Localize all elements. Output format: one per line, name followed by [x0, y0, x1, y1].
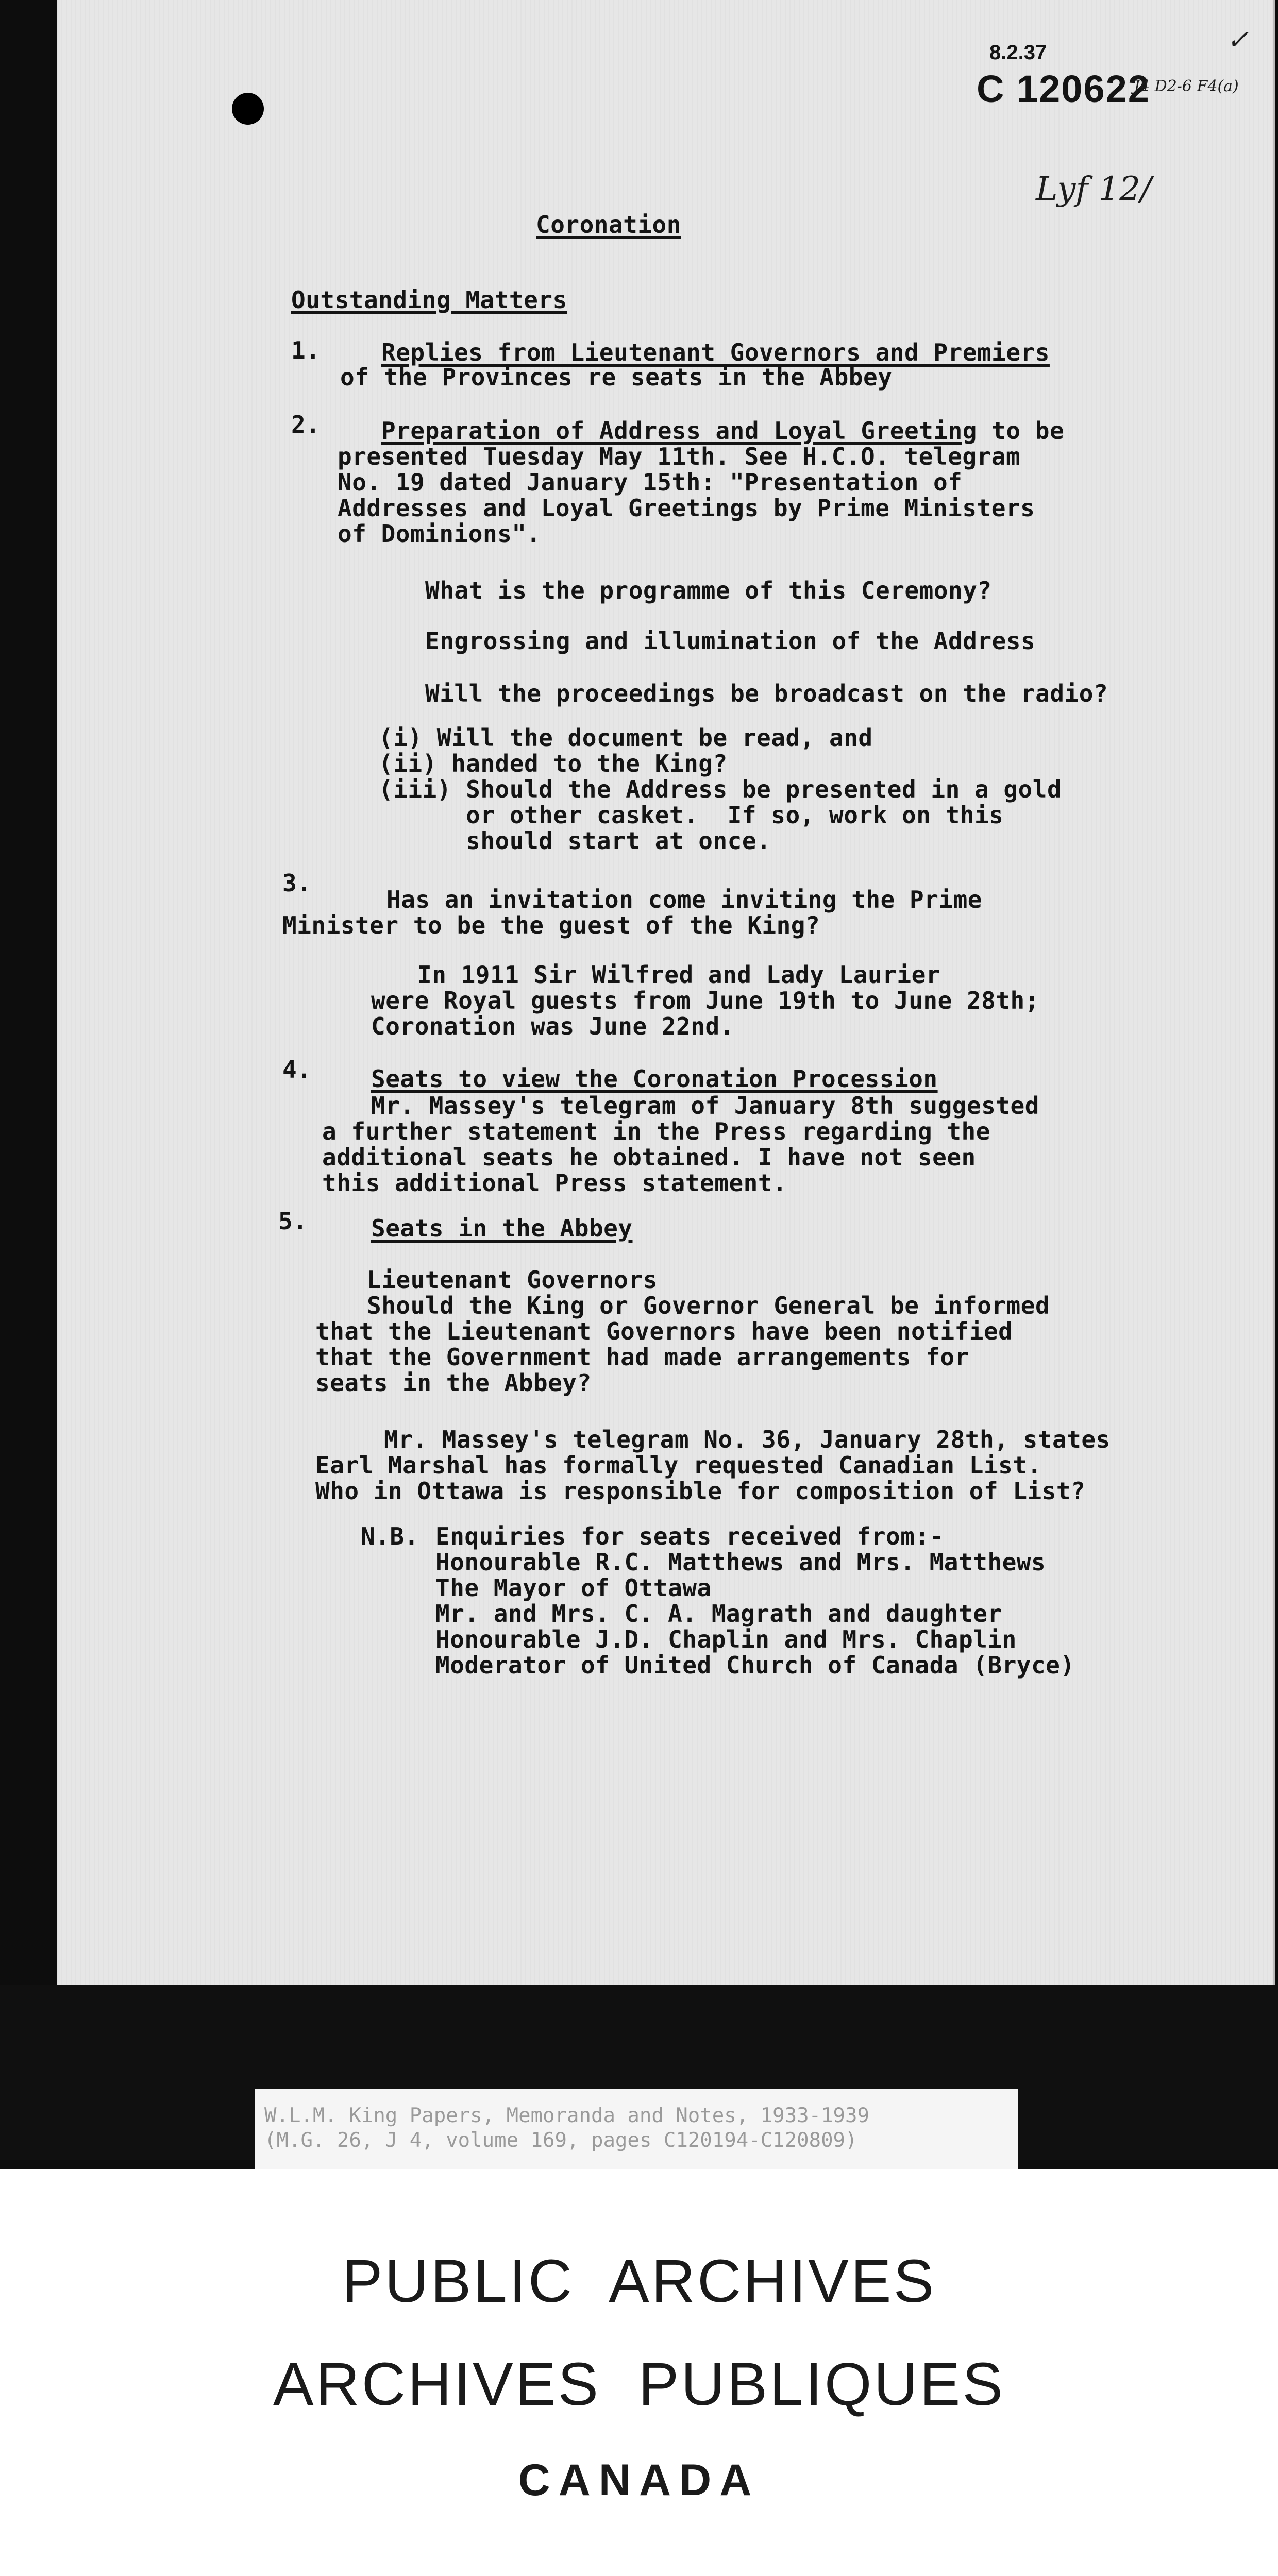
- nb-line: Honourable R.C. Matthews and Mrs. Matthews: [435, 1548, 1046, 1576]
- item-4-line: a further statement in the Press regarding the: [322, 1117, 990, 1145]
- item-2-question: Engrossing and illumination of the Address: [425, 627, 1036, 655]
- item-2-line: Addresses and Loyal Greetings by Prime Ministers: [338, 494, 1035, 522]
- date-stamp: 8.2.37: [989, 41, 1047, 64]
- item-2-line: No. 19 dated January 15th: "Presentation of: [338, 468, 963, 496]
- item-2-question: What is the programme of this Ceremony?: [425, 577, 992, 604]
- nb-line: Honourable J.D. Chaplin and Mrs. Chaplin: [435, 1625, 1017, 1653]
- item-5-paragraph-line: Mr. Massey's telegram No. 36, January 28th, states: [384, 1426, 1111, 1453]
- item-2-question: Will the proceedings be broadcast on the radio?: [425, 680, 1108, 707]
- hand-initials: Lyf 12/: [1036, 170, 1152, 208]
- nb-line: Enquiries for seats received from:-: [435, 1522, 944, 1550]
- item-5-paragraph-line: Should the King or Governor General be informed: [367, 1292, 1050, 1319]
- item-3-line: Minister to be the guest of the King?: [282, 911, 820, 939]
- nb-line: Moderator of United Church of Canada (Bryce): [435, 1651, 1075, 1679]
- item-1-number: 1.: [291, 336, 321, 364]
- archive-country: CANADA: [518, 2455, 760, 2505]
- caption-line: W.L.M. King Papers, Memoranda and Notes, 1933-1939: [264, 2104, 869, 2127]
- item-4-line: Mr. Massey's telegram of January 8th suggested: [371, 1092, 1039, 1120]
- archive-name-french: ARCHIVES PUBLIQUES: [273, 2350, 1005, 2418]
- item-2-subpoint: (iii) Should the Address be presented in a gold: [379, 775, 1062, 803]
- item-5-paragraph-line: Earl Marshal has formally requested Canadian List.: [315, 1451, 1042, 1479]
- nb-line: Mr. and Mrs. C. A. Magrath and daughter: [435, 1600, 1002, 1628]
- item-5-paragraph-line: seats in the Abbey?: [315, 1369, 592, 1397]
- item-5-paragraph-line: that the Government had made arrangements for: [315, 1343, 969, 1371]
- item-5-paragraph-line: that the Lieutenant Governors have been notified: [315, 1317, 1013, 1345]
- item-2-line: of Dominions".: [338, 520, 541, 548]
- item-3-line: Has an invitation come inviting the Prime: [386, 886, 982, 913]
- memo-title: Coronation: [536, 211, 681, 239]
- nb-line: The Mayor of Ottawa: [435, 1574, 712, 1602]
- item-4-line: additional seats he obtained. I have not seen: [322, 1143, 976, 1171]
- item-2-subpoint: (i) Will the document be read, and: [379, 724, 873, 752]
- item-5-subheading: Lieutenant Governors: [367, 1266, 658, 1294]
- hand-note-reference: J4 D2-6 F4(a): [1134, 77, 1239, 95]
- punch-hole: [232, 93, 264, 125]
- item-1-line: of the Provinces re seats in the Abbey: [340, 363, 893, 391]
- item-2-number: 2.: [291, 411, 321, 438]
- item-2-subpoint: should start at once.: [379, 827, 771, 855]
- item-2-heading: Preparation of Address and Loyal Greeting: [381, 417, 977, 445]
- item-3-number: 3.: [282, 869, 312, 897]
- memo-subtitle: Outstanding Matters: [291, 286, 567, 314]
- archive-label-card: [0, 2169, 1278, 2576]
- item-1-line: Replies from Lieutenant Governors and Premiers: [381, 338, 1050, 366]
- item-4-line: this additional Press statement.: [322, 1169, 787, 1197]
- archive-name-english: PUBLIC ARCHIVES: [342, 2247, 936, 2315]
- item-4-number: 4.: [282, 1056, 312, 1083]
- c-number-stamp: C 120622: [977, 67, 1150, 110]
- nb-label: N.B.: [361, 1522, 419, 1550]
- item-3-note: Coronation was June 22nd.: [371, 1012, 734, 1040]
- item-2-heading-tail: to be: [977, 417, 1065, 445]
- check-mark: ✓: [1226, 25, 1249, 56]
- item-5-paragraph-line: Who in Ottawa is responsible for composition of List?: [315, 1477, 1086, 1505]
- item-2-heading-line: [381, 418, 1064, 443]
- item-2-subpoint: (ii) handed to the King?: [379, 750, 728, 777]
- caption-line: (M.G. 26, J 4, volume 169, pages C120194-C120809): [264, 2129, 857, 2152]
- item-5-heading: Seats in the Abbey: [371, 1214, 633, 1242]
- item-2-line: presented Tuesday May 11th. See H.C.O. telegram: [338, 443, 1021, 470]
- item-5-number: 5.: [278, 1207, 308, 1235]
- item-3-note: In 1911 Sir Wilfred and Lady Laurier: [417, 961, 940, 989]
- item-2-subpoint: or other casket. If so, work on this: [379, 801, 1004, 829]
- item-3-note: were Royal guests from June 19th to June 28th;: [371, 987, 1039, 1014]
- reference-caption: [255, 2089, 1018, 2182]
- item-4-heading: Seats to view the Coronation Procession: [371, 1065, 938, 1093]
